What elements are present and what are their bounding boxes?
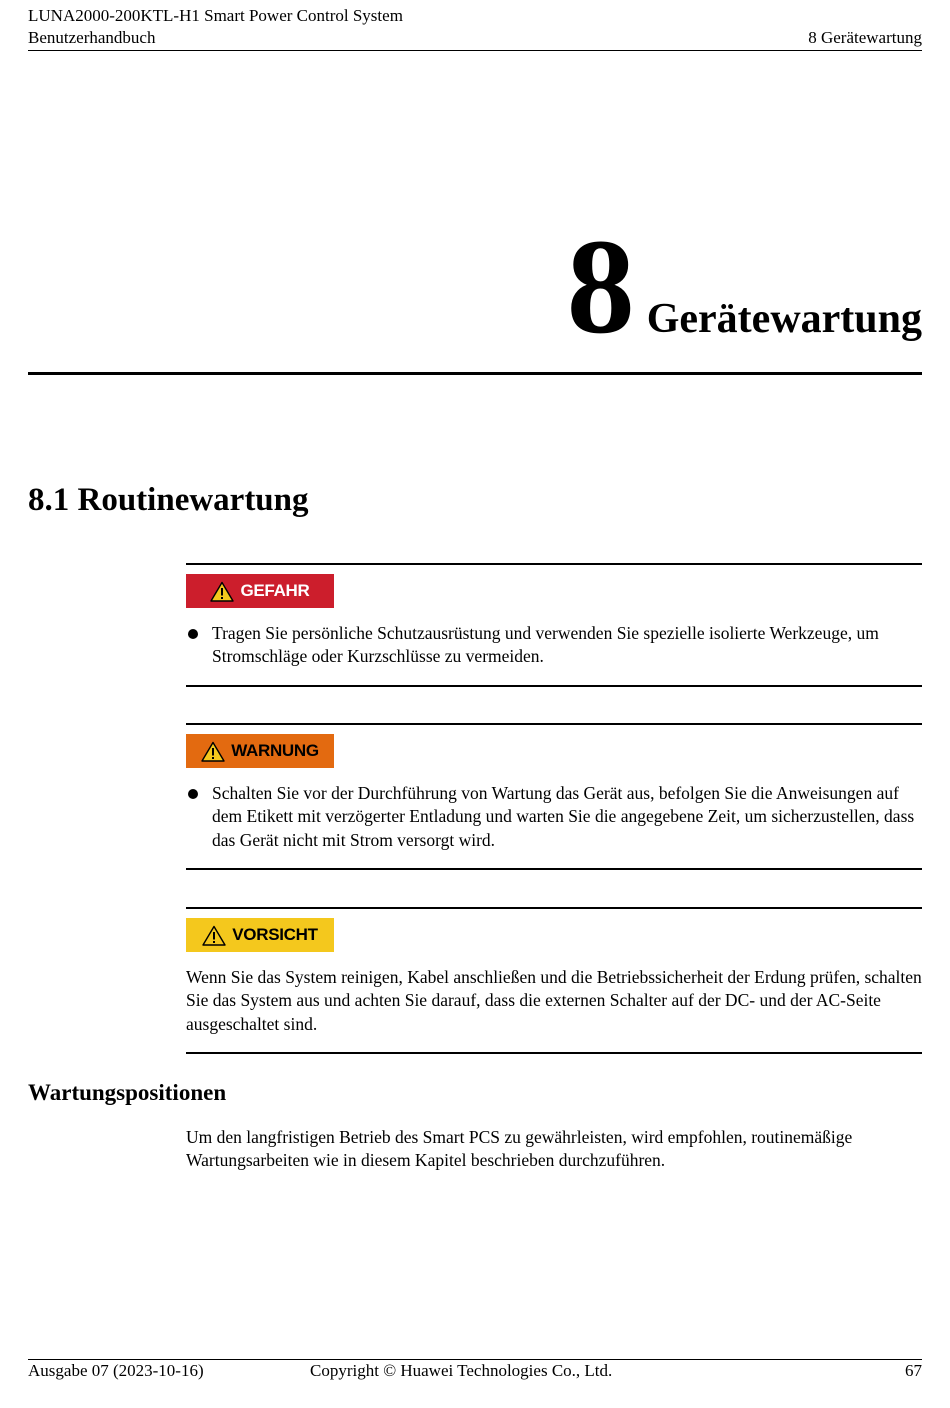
chapter-number: 8 xyxy=(566,212,635,362)
footer-divider xyxy=(28,1359,922,1360)
notice-top-rule xyxy=(186,563,922,565)
caution-label: VORSICHT xyxy=(232,925,318,944)
danger-bullet-text: Tragen Sie persönliche Schutzausrüstung und verwenden Sie spezielle isolierte Werkzeuge, um Stromschläge oder Kurzschlüsse zu vermeiden. xyxy=(212,623,879,667)
footer-copyright: Copyright © Huawei Technologies Co., Ltd. xyxy=(310,1361,613,1380)
subsection-title: Wartungspositionen xyxy=(28,1080,227,1105)
header-chapter-reference: 8 Gerätewartung xyxy=(808,28,922,47)
warning-notice xyxy=(186,723,922,873)
footer-edition: Ausgabe 07 (2023-10-16) xyxy=(28,1361,204,1380)
header-document-type: Benutzerhandbuch xyxy=(28,28,156,47)
notice-bottom-rule xyxy=(186,685,922,687)
notice-top-rule xyxy=(186,907,922,909)
caution-notice xyxy=(186,907,922,1057)
danger-notice xyxy=(186,563,922,689)
notice-bottom-rule xyxy=(186,1052,922,1054)
bullet-icon xyxy=(188,629,198,639)
section-title: 8.1 Routinewartung xyxy=(28,482,309,518)
list-item xyxy=(186,622,922,669)
footer-page-number: 67 xyxy=(905,1361,922,1380)
warning-triangle-icon xyxy=(202,925,226,946)
list-item xyxy=(186,782,922,852)
header-divider xyxy=(28,50,922,51)
warning-triangle-icon xyxy=(201,741,225,762)
notice-bottom-rule xyxy=(186,868,922,870)
warning-badge xyxy=(186,734,334,768)
chapter-divider xyxy=(28,372,922,375)
caution-text: Wenn Sie das System reinigen, Kabel anschließen und die Betriebssicherheit der Erdung prüfen, schalten Sie das System aus und achten Sie darauf, dass die externen Schalter auf der DC- und der AC-Seite ausgeschaltet sind. xyxy=(186,967,922,1034)
warning-triangle-icon xyxy=(210,581,234,602)
chapter-heading xyxy=(566,212,922,362)
warning-bullet-text: Schalten Sie vor der Durchführung von Wartung das Gerät aus, befolgen Sie die Anweisungen auf dem Etikett mit verzögerter Entladung und warten Sie die angegebene Zeit, um sicherzustellen, dass das Gerät nicht mit Strom versorgt wird. xyxy=(212,783,915,850)
header-product-title: LUNA2000-200KTL-H1 Smart Power Control System xyxy=(28,6,403,25)
caution-badge xyxy=(186,918,334,952)
notice-top-rule xyxy=(186,723,922,725)
warning-label: WARNUNG xyxy=(231,741,319,760)
chapter-title: Gerätewartung xyxy=(646,296,922,342)
danger-label: GEFAHR xyxy=(240,581,310,600)
bullet-icon xyxy=(188,789,198,799)
danger-badge xyxy=(186,574,334,608)
subsection-body: Um den langfristigen Betrieb des Smart PCS zu gewährleisten, wird empfohlen, routinemäßige Wartungsarbeiten wie in diesem Kapitel beschrieben durchzuführen. xyxy=(186,1127,853,1171)
